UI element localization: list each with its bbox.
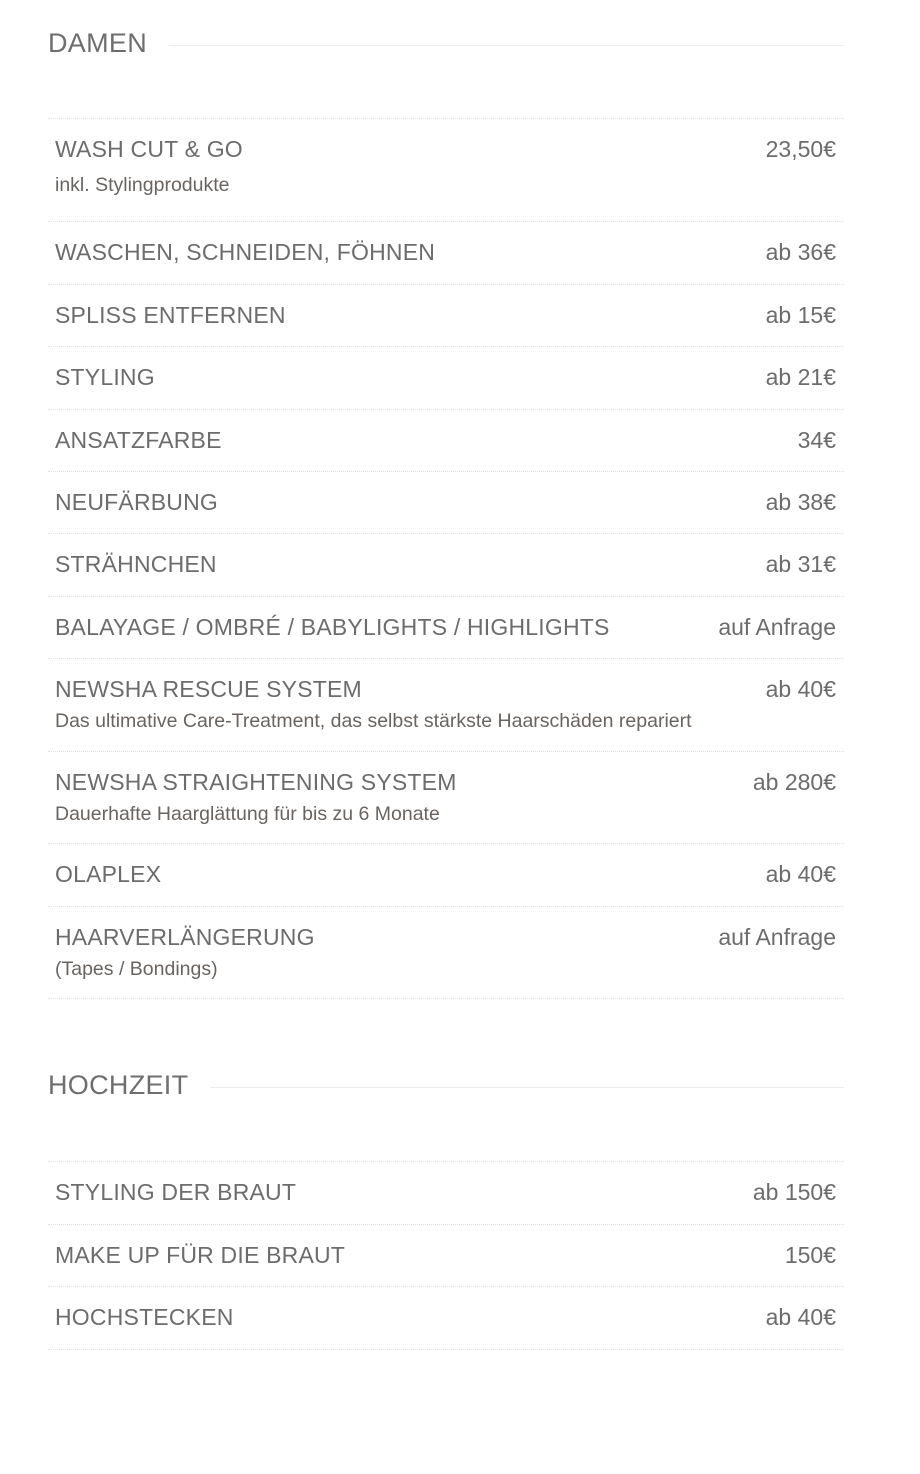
service-row	[48, 659, 844, 752]
service-name: NEWSHA RESCUE SYSTEM	[55, 676, 362, 702]
service-row	[48, 844, 844, 907]
service-name: NEWSHA STRAIGHTENING SYSTEM	[55, 769, 457, 795]
service-price: ab 40€	[765, 676, 836, 702]
service-list	[48, 1161, 844, 1350]
service-name: SPLISS ENTFERNEN	[55, 302, 286, 328]
service-price: ab 38€	[765, 489, 836, 515]
service-price: ab 31€	[765, 551, 836, 577]
service-name: WASCHEN, SCHNEIDEN, FÖHNEN	[55, 239, 436, 265]
service-row	[48, 907, 844, 999]
service-name: WASH CUT & GO	[55, 136, 243, 162]
service-name: HAARVERLÄNGERUNG	[55, 924, 315, 950]
section-damen	[48, 28, 844, 999]
service-price: 150€	[784, 1242, 836, 1268]
service-row	[48, 597, 844, 659]
service-row	[48, 534, 844, 597]
service-row	[48, 1162, 844, 1225]
service-row	[48, 472, 844, 534]
service-name: STRÄHNCHEN	[55, 551, 217, 577]
section-header	[48, 28, 844, 58]
service-price: auf Anfrage	[718, 924, 836, 950]
service-description: (Tapes / Bondings)	[55, 958, 218, 980]
service-name: STYLING DER BRAUT	[55, 1179, 297, 1205]
service-row	[48, 119, 844, 222]
service-name: ANSATZFARBE	[55, 427, 222, 453]
service-description: Das ultimative Care-Treatment, das selbst stärkste Haarschäden repariert	[55, 710, 692, 732]
service-name: MAKE UP FÜR DIE BRAUT	[55, 1242, 346, 1268]
service-price: 23,50€	[765, 136, 836, 162]
service-price: ab 280€	[752, 769, 836, 795]
service-price: ab 40€	[765, 861, 836, 887]
service-row	[48, 1287, 844, 1350]
service-name: STYLING	[55, 364, 155, 390]
service-row	[48, 222, 844, 285]
service-description: Dauerhafte Haarglättung für bis zu 6 Monate	[55, 803, 440, 825]
service-price: auf Anfrage	[718, 614, 836, 640]
service-price: ab 21€	[765, 364, 836, 390]
service-name: BALAYAGE / OMBRÉ / BABYLIGHTS / HIGHLIGHTS	[55, 614, 610, 640]
service-row	[48, 347, 844, 410]
service-name: NEUFÄRBUNG	[55, 489, 219, 515]
service-name: OLAPLEX	[55, 861, 162, 887]
section-title: DAMEN	[48, 28, 169, 58]
service-name: HOCHSTECKEN	[55, 1304, 234, 1330]
section-hochzeit	[48, 1070, 844, 1350]
section-header	[48, 1070, 844, 1100]
service-list	[48, 118, 844, 999]
section-title: HOCHZEIT	[48, 1070, 210, 1100]
service-price: ab 150€	[752, 1179, 836, 1205]
service-price: ab 40€	[765, 1304, 836, 1330]
service-row	[48, 752, 844, 844]
service-row	[48, 410, 844, 472]
service-price: 34€	[797, 427, 836, 453]
service-row	[48, 1225, 844, 1287]
service-row	[48, 285, 844, 347]
service-price: ab 36€	[765, 239, 836, 265]
service-description: inkl. Stylingprodukte	[55, 174, 230, 196]
service-price: ab 15€	[765, 302, 836, 328]
